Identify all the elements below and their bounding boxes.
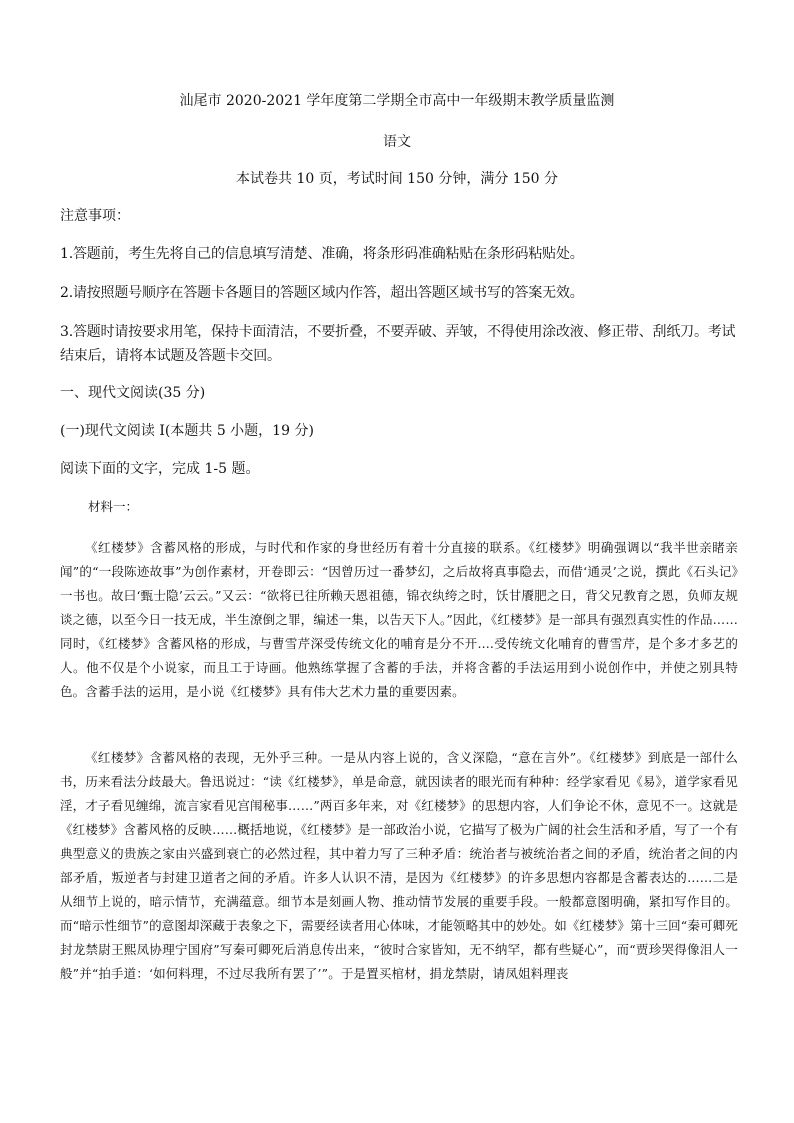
sub-section-heading: (一)现代文阅读 I(本题共 5 小题，19 分)	[60, 423, 314, 439]
exam-info: 本试卷共 10 页，考试时间 150 分钟，满分 150 分	[236, 171, 558, 187]
paragraph-2: 《红楼梦》含蓄风格的表现，无外乎三种。一是从内容上说的，含义深隐，“意在言外”。《红楼梦》到底是一部什么书，历来看法分歧最大。鲁迅说过：“读《红楼梦》，单是命意，就因读者的眼光而有种种：经学家看见《易》，道学家看见淫，才子看见缠绵，流言家看见宫闱秘事……”两百多年来，对《红楼梦》的思想内容，人们争论不休，意见不一。这就是《红楼梦》含蓄风格的反映……概括地说，《红楼梦》是一部政治小说，它描写了极为广阔的社会生活和矛盾，写了一个有典型意义的贵族之家由兴盛到衰亡的必然过程，其中着力写了三种矛盾：统治者与被统治者之间的矛盾，统治者之间的内部矛盾，叛逆者与封建卫道者之间的矛盾。许多人认识不清，是因为《红楼梦》的许多思想内容都是含蓄表达的……二是从细节上说的，暗示情节，充满蕴意。细节本是刻画人物、推动情节发展的重要手段。一般都意图明确，紧扣写作目的。而“暗示性细节”的意图却深藏于表象之下，需要经读者用心体味，才能领略其中的妙处。如《红楼梦》第十三回“秦可卿死封龙禁尉王熙凤协理宁国府”写秦可卿死后消息传出来，“彼时合家皆知，无不纳罕，都有些疑心”，而“贾珍哭得像泪人一般”并“拍手道：‘如何料理，不过尽我所有罢了’”。于是置买棺材，捐龙禁尉，请凤姐料理丧	[60, 750, 738, 981]
exam-title: 汕尾市 2020-2021 学年度第二学期全市高中一年级期末教学质量监测	[179, 93, 615, 109]
section-heading: 一、现代文阅读(35 分)	[60, 385, 206, 401]
notes-heading: 注意事项：	[60, 208, 130, 224]
reading-instruction: 阅读下面的文字，完成 1-5 题。	[60, 461, 260, 477]
note-item-1: 1.答题前，考生先将自己的信息填写清楚、准确，将条形码准确粘贴在条形码粘贴处。	[60, 246, 584, 262]
subject-label: 语文	[383, 134, 411, 150]
material-label: 材料一：	[88, 499, 139, 514]
note-item-3: 3.答题时请按要求用笔，保持卡面清洁，不要折叠，不要弄破、弄皱，不得使用涂改液、修正带、刮纸刀。考试结束后，请将本试题及答题卡交回。	[60, 324, 736, 364]
note-item-2: 2.请按照题号顺序在答题卡各题目的答题区域内作答，超出答题区域书写的答案无效。	[60, 285, 584, 301]
paragraph-1: 《红楼梦》含蓄风格的形成，与时代和作家的身世经历有着十分直接的联系。《红楼梦》明确强调以“我半世亲睹亲闻”的“一段陈迹故事”为创作素材，开卷即云：“因曾历过一番梦幻，之后故将真事隐去，而借‘通灵’之说，撰此《石头记》一书也。故曰‘甄士隐’云云。”又云：“欲将已往所赖天恩祖德，锦衣纨绔之时，饫甘餍肥之日，背父兄教育之恩，负师友规谈之德，以至今日一技无成，半生潦倒之罪，编述一集，以告天下人。”因此，《红楼梦》是一部具有强烈真实性的作品……同时，《红楼梦》含蓄风格的形成，与曹雪芹深受传统文化的哺育是分不开....受传统文化哺育的曹雪芹，是个多才多艺的人。他不仅是个小说家，而且工于诗画。他熟练掌握了含蓄的手法，并将含蓄的手法运用到小说创作中，并使之别具特色。含蓄手法的运用，是小说《红楼梦》具有伟大艺术力量的重要因素。	[60, 540, 738, 699]
